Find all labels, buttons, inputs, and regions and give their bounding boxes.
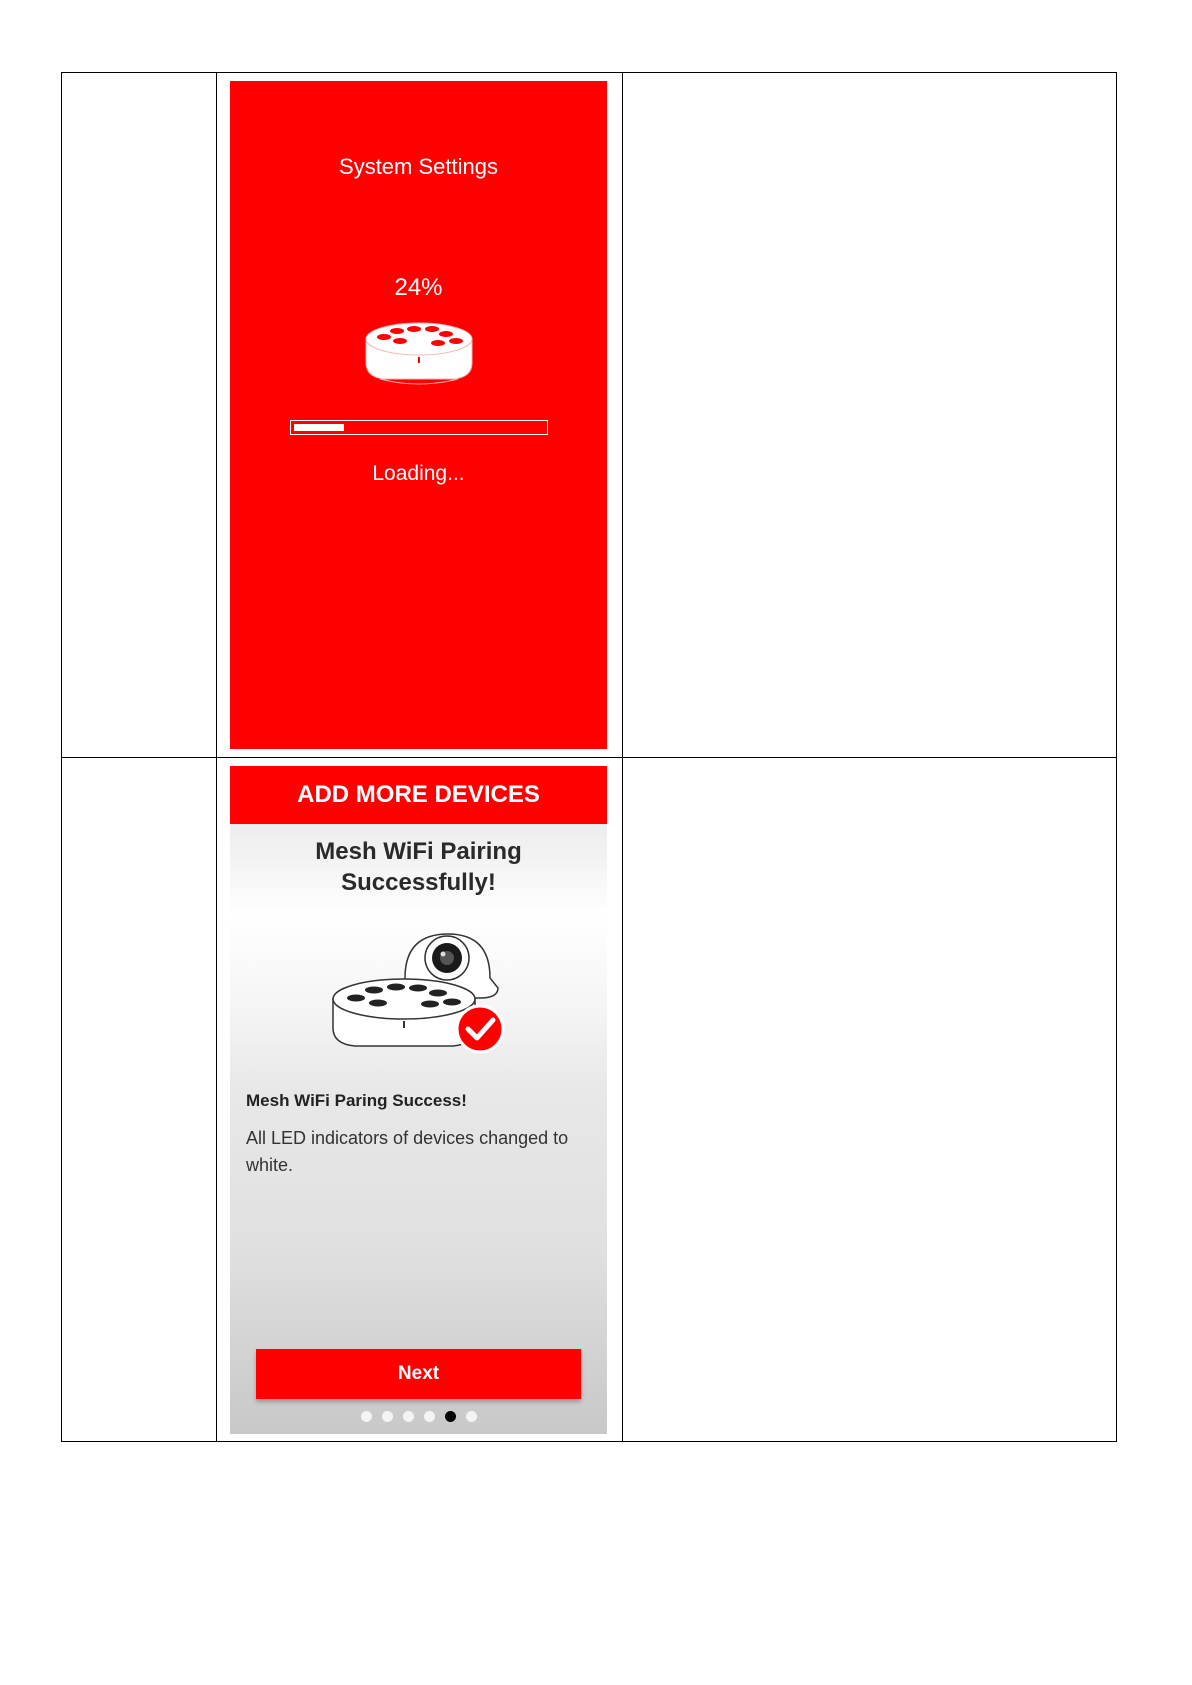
page-dot-6 — [466, 1411, 477, 1422]
page-dot-3 — [403, 1411, 414, 1422]
mesh-hub-icon — [333, 979, 475, 1046]
progress-bar — [290, 420, 548, 435]
document-table — [61, 72, 1117, 1442]
pairing-illustration — [330, 926, 510, 1056]
mesh-hub-icon — [364, 317, 474, 387]
next-button[interactable]: Next — [256, 1349, 581, 1399]
progress-percent: 24% — [394, 274, 443, 301]
page-dot-5 — [445, 1411, 456, 1422]
success-message-body: All LED indicators of devices changed to white. — [246, 1128, 569, 1175]
success-message-title: Mesh WiFi Paring Success! — [246, 1091, 467, 1110]
page-dot-4 — [424, 1411, 435, 1422]
table-row-divider — [61, 757, 1117, 758]
check-badge-icon — [457, 1006, 503, 1052]
page-dot-1 — [361, 1411, 372, 1422]
add-more-devices-screen — [230, 766, 607, 1434]
progress-bar-fill — [294, 424, 344, 431]
table-border-top — [61, 72, 1117, 73]
page-dot-2 — [382, 1411, 393, 1422]
page-indicator — [230, 1411, 607, 1422]
table-border-bottom — [61, 1441, 1117, 1442]
system-settings-loading-screen — [230, 81, 607, 749]
heading-line-2: Successfully! — [341, 869, 496, 896]
header-title: ADD MORE DEVICES — [230, 766, 607, 824]
screen-title: System Settings — [339, 154, 498, 179]
loading-label: Loading... — [372, 462, 465, 485]
pairing-success-heading — [230, 836, 607, 898]
heading-line-1: Mesh WiFi Pairing — [315, 838, 522, 865]
